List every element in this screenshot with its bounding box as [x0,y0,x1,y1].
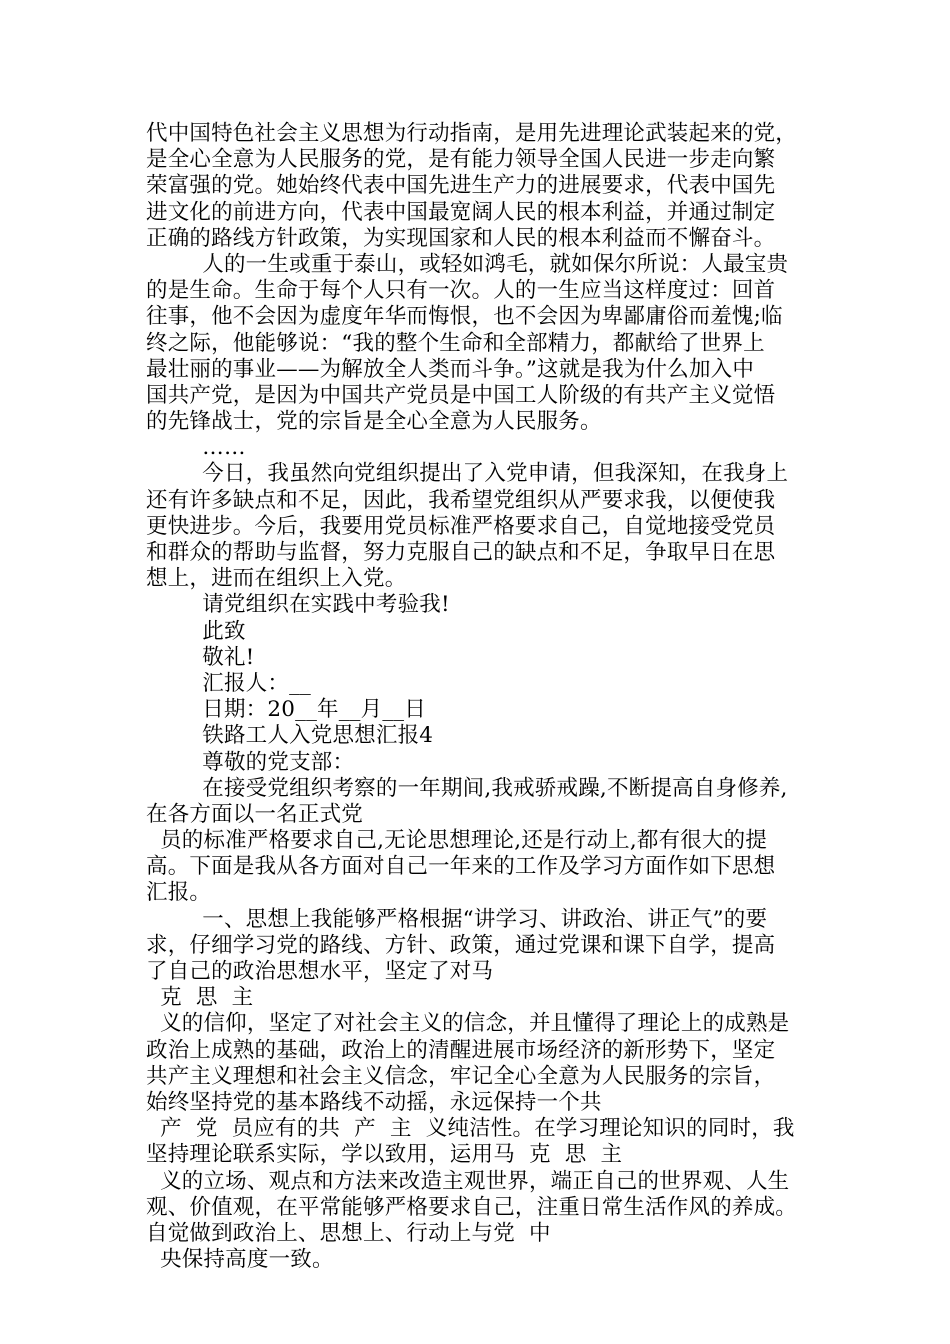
text-line: 政治上成熟的基础，政治上的清醒进展市场经济的新形势下，坚定 [146,1037,776,1063]
text-line: 铁路工人入党思想汇报4 [146,723,434,749]
text-line: 人的一生或重于泰山，或轻如鸿毛，就如保尔所说：人最宝贵 [146,251,789,277]
text-line: 此致 [146,618,246,644]
text-line: 终之际，他能够说：“我的整个生命和全部精力，都献给了世界上 [146,330,765,356]
text-line: 一、思想上我能够严格根据“讲学习、讲政治、讲正气”的要 [146,906,768,932]
text-line: 汇报人：__ [146,670,311,696]
text-line: 的先锋战士，党的宗旨是全心全意为人民服务。 [146,409,602,435]
text-line: 还有许多缺点和不足，因此，我希望党组织从严要求我，以便使我 [146,487,776,513]
text-line: 在接受党组织考察的一年期间,我戒骄戒躁,不断提高自身修养, [146,775,788,801]
text-line: 自觉做到政治上、思想上、行动上与党 中 [146,1220,551,1246]
text-line: 荣富强的党。她始终代表中国先进生产力的进展要求，代表中国先 [146,173,776,199]
text-line: 日期：20__年__月__日 [146,697,426,723]
text-line: 员的标准严格要求自己,无论思想理论,还是行动上,都有很大的提 [146,828,768,854]
text-line: 和群众的帮助与监督，努力克服自己的缺点和不足，争取早日在思 [146,540,776,565]
text-line: 想上，进而在组织上入党。 [146,566,407,592]
text-line: …… [146,435,246,461]
text-line: 在各方面以一名正式党 [146,801,364,827]
text-line: 是全心全意为人民服务的党，是有能力领导全国人民进一步走向繁 [146,147,776,173]
text-line: 敬礼! [146,644,255,670]
text-line: 请党组织在实践中考验我! [146,592,450,618]
text-line: 今日，我虽然向党组织提出了入党申请，但我深知，在我身上 [146,461,789,487]
text-line: 最壮丽的事业——为解放全人类而斗争。”这就是我为什么加入中 [146,356,755,382]
text-line: 正确的路线方针政策，为实现国家和人民的根本利益而不懈奋斗。 [146,225,776,251]
text-line: 始终坚持党的基本路线不动摇，永远保持一个共 [146,1089,602,1115]
document-body [146,121,816,1273]
text-line: 央保持高度一致。 [146,1247,334,1273]
text-line: 更快进步。今后，我要用党员标准严格要求自己，自觉地接受党员 [146,513,776,539]
text-line: 共产主义理想和社会主义信念，牢记全心全意为人民服务的宗旨， [146,1063,776,1089]
text-line: 求，仔细学习党的路线、方针、政策，通过党课和课下自学，提高 [146,932,776,958]
text-line: 往事，他不会因为虚度年华而悔恨，也不会因为卑鄙庸俗而羞愧;临 [146,304,783,330]
text-line: 克 思 主 [146,985,254,1011]
text-line: 产 党 员应有的共 产 主 义纯洁性。在学习理论知识的同时，我 [146,1116,795,1142]
text-line: 尊敬的党支部： [146,749,355,775]
text-line: 高。下面是我从各方面对自己一年来的工作及学习方面作如下思想 [146,854,776,880]
text-line: 义的立场、观点和方法来改造主观世界，端正自己的世界观、人生 [146,1168,790,1194]
text-line: 观、价值观，在平常能够严格要求自己，注重日常生活作风的养成。 [146,1194,798,1220]
text-line: 汇报。 [146,880,212,906]
text-line: 代中国特色社会主义思想为行动指南，是用先进理论武装起来的党， [146,121,798,146]
text-line: 坚持理论联系实际，学以致用，运用马 克 思 主 [146,1142,623,1168]
text-line: 进文化的前进方向，代表中国最宽阔人民的根本利益，并通过制定 [146,199,776,225]
text-line: 国共产党，是因为中国共产党员是中国工人阶级的有共产主义觉悟 [146,382,776,408]
text-line: 的是生命。生命于每个人只有一次。人的一生应当这样度过：回首 [146,278,776,304]
text-line: 了自己的政治思想水平，坚定了对马 [146,959,494,984]
text-line: 义的信仰，坚定了对社会主义的信念，并且懂得了理论上的成熟是 [146,1011,790,1037]
